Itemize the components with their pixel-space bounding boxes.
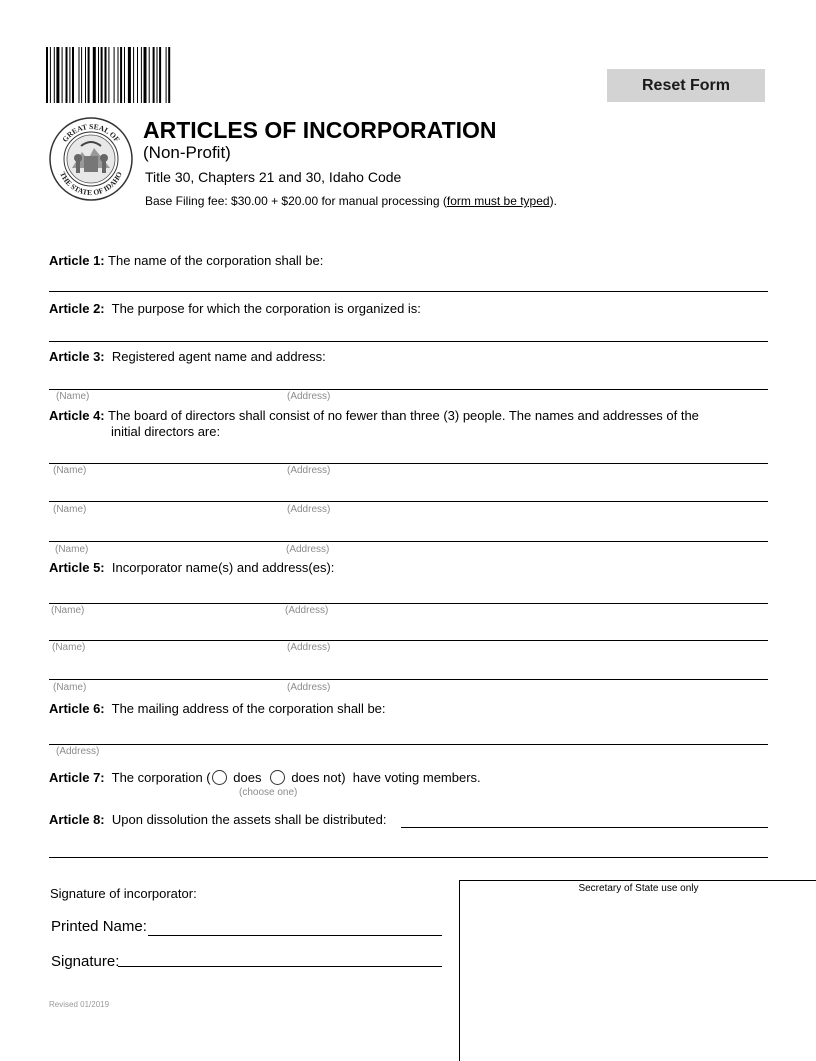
article-3-label: Article 3:: [49, 349, 105, 364]
fee-typed-note: form must be typed: [446, 194, 550, 208]
fee-prefix: Base Filing fee: $30.00 + $20.00 for manual processing (: [145, 194, 447, 208]
signature-heading: Signature of incorporator:: [50, 886, 197, 901]
article-6-text: The mailing address of the corporation shall be:: [111, 701, 386, 716]
article-5-label: Article 5:: [49, 560, 105, 575]
does-option-label: does: [233, 770, 262, 785]
choose-one-hint: (choose one): [239, 787, 298, 798]
page-subtitle: (Non-Profit): [143, 143, 231, 162]
signature-label: Signature:: [51, 953, 120, 970]
article-4: [49, 408, 699, 423]
fee-suffix: ).: [549, 194, 557, 208]
article-1-label: Article 1:: [49, 253, 105, 268]
director-1-address-hint: (Address): [287, 465, 331, 476]
agent-address-hint: (Address): [287, 391, 331, 402]
article-7-text-after: have voting members.: [352, 770, 481, 785]
article-2-label: Article 2:: [49, 301, 105, 316]
dissolution-field[interactable]: [401, 827, 768, 828]
secretary-of-state-box: [459, 880, 816, 1061]
reset-form-button[interactable]: Reset Form: [607, 69, 765, 102]
filing-fee: [145, 194, 557, 208]
director-3-field[interactable]: [49, 541, 768, 542]
revision-date: Revised 01/2019: [49, 1000, 110, 1009]
dissolution-field-line-2[interactable]: [49, 857, 768, 858]
registered-agent-field[interactable]: [49, 389, 768, 390]
incorporator-2-field[interactable]: [49, 640, 768, 641]
article-4-label: Article 4:: [49, 408, 105, 423]
mailing-address-hint: (Address): [56, 746, 100, 757]
article-6: [49, 701, 386, 716]
article-1: [49, 253, 323, 268]
article-2-text: The purpose for which the corporation is organized is:: [111, 301, 421, 316]
director-2-address-hint: (Address): [287, 504, 331, 515]
article-4-text: The board of directors shall consist of no fewer than three (3) people. The names and addresses of the: [108, 408, 699, 423]
does-not-option-label: does not): [291, 770, 346, 785]
article-8-label: Article 8:: [49, 812, 105, 827]
article-8-text: Upon dissolution the assets shall be distributed:: [111, 812, 387, 827]
article-5-text: Incorporator name(s) and address(es):: [111, 560, 335, 575]
mailing-address-field[interactable]: [49, 744, 768, 745]
agent-name-hint: (Name): [56, 391, 90, 402]
director-1-name-hint: (Name): [53, 465, 87, 476]
page-title: ARTICLES OF INCORPORATION: [143, 117, 497, 143]
article-3-text: Registered agent name and address:: [111, 349, 326, 364]
director-3-name-hint: (Name): [55, 544, 89, 555]
corporation-name-field[interactable]: [49, 291, 768, 292]
article-7: [49, 770, 481, 785]
does-not-radio[interactable]: [270, 770, 285, 785]
director-2-field[interactable]: [49, 501, 768, 502]
incorporator-3-name-hint: (Name): [53, 682, 87, 693]
seal-text-top: GREAT SEAL OF: [60, 121, 122, 144]
idaho-state-seal: [48, 116, 134, 202]
statute-reference: Title 30, Chapters 21 and 30, Idaho Code: [145, 169, 402, 185]
director-2-name-hint: (Name): [53, 504, 87, 515]
article-6-label: Article 6:: [49, 701, 105, 716]
signature-field[interactable]: [118, 966, 442, 967]
does-radio[interactable]: [212, 770, 227, 785]
printed-name-field[interactable]: [148, 935, 442, 936]
incorporator-3-field[interactable]: [49, 679, 768, 680]
director-1-field[interactable]: [49, 463, 768, 464]
printed-name-label: Printed Name:: [51, 918, 147, 935]
article-8: [49, 812, 386, 827]
article-2: [49, 301, 421, 316]
article-1-text: The name of the corporation shall be:: [108, 253, 324, 268]
incorporator-1-address-hint: (Address): [285, 605, 329, 616]
article-4-text-cont: initial directors are:: [111, 424, 221, 439]
purpose-field[interactable]: [49, 341, 768, 342]
director-3-address-hint: (Address): [286, 544, 330, 555]
sos-use-only-label: Secretary of State use only: [578, 883, 699, 894]
incorporator-2-address-hint: (Address): [287, 642, 331, 653]
barcode: [46, 47, 210, 103]
seal-text-bottom: THE STATE OF IDAHO: [58, 170, 124, 198]
incorporator-1-name-hint: (Name): [51, 605, 85, 616]
article-7-text-before: The corporation (: [111, 770, 211, 785]
incorporator-2-name-hint: (Name): [52, 642, 86, 653]
incorporator-3-address-hint: (Address): [287, 682, 331, 693]
incorporator-1-field[interactable]: [49, 603, 768, 604]
article-3: [49, 349, 326, 364]
article-5: [49, 560, 334, 575]
article-7-label: Article 7:: [49, 770, 105, 785]
